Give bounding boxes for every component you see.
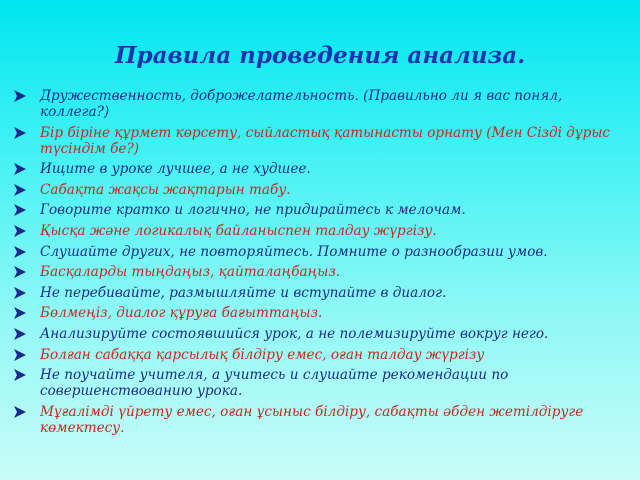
list-item-text: Мұғалімді үйрету емес, оған ұсыныс білдіру, сабақты әбден жетілдіруге көмектесу. xyxy=(40,403,584,436)
list-item xyxy=(14,161,624,177)
list-item-text: Бөлмеңіз, диалог құруға бағыттаңыз. xyxy=(40,305,323,322)
arrow-bullet-icon xyxy=(14,326,40,342)
arrow-bullet-icon xyxy=(14,244,40,260)
list-item xyxy=(14,367,624,399)
arrow-bullet-icon xyxy=(14,88,40,104)
list-item-text: Болған сабаққа қарсылық білдіру емес, оған талдау жүргізу xyxy=(40,346,485,363)
list-item xyxy=(14,223,624,239)
arrow-bullet-icon xyxy=(14,305,40,321)
arrow-bullet-icon xyxy=(14,264,40,280)
list-item-text: Басқаларды тыңдаңыз, қайталаңбаңыз. xyxy=(40,264,341,281)
list-item xyxy=(14,202,624,218)
list-item-text: Слушайте других, не повторяйтесь. Помните о разнообразии умов. xyxy=(40,243,548,260)
arrow-bullet-icon xyxy=(14,202,40,218)
list-item-text: Бір біріне құрмет көрсету, сыйластық қатынасты орнату (Мен Сізді дұрыс түсіндім бе?) xyxy=(40,124,611,157)
list-item-text: Не перебивайте, размышляйте и вступайте в диалог. xyxy=(40,284,447,301)
arrow-bullet-icon xyxy=(14,161,40,177)
list-item-text: Ищите в уроке лучшее, а не худшее. xyxy=(40,161,311,178)
list-item xyxy=(14,305,624,321)
list-item-text: Сабақта жақсы жақтарын табу. xyxy=(40,181,291,198)
list-item-text: Анализируйте состоявшийся урок, а не полемизируйте вокруг него. xyxy=(40,325,549,342)
slide-title: Правила проведения анализа. xyxy=(114,42,526,69)
list-item-text: Говорите кратко и логично, не придирайтесь к мелочам. xyxy=(40,202,466,219)
list-item xyxy=(14,125,624,157)
list-item-text: Не поучайте учителя, а учитесь и слушайте рекомендации по совершенствованию урока. xyxy=(40,367,509,400)
arrow-bullet-icon xyxy=(14,285,40,301)
rules-list xyxy=(14,88,624,440)
list-item xyxy=(14,88,624,120)
list-item xyxy=(14,244,624,260)
list-item xyxy=(14,404,624,436)
arrow-bullet-icon xyxy=(14,347,40,363)
list-item xyxy=(14,182,624,198)
arrow-bullet-icon xyxy=(14,125,40,141)
arrow-bullet-icon xyxy=(14,367,40,383)
list-item xyxy=(14,264,624,280)
list-item xyxy=(14,285,624,301)
arrow-bullet-icon xyxy=(14,182,40,198)
list-item-text: Дружественность, доброжелательность. (Правильно ли я вас понял, коллега?) xyxy=(40,88,563,120)
list-item-text: Қысқа және логикалық байланыспен талдау жүргізу. xyxy=(40,222,437,239)
list-item xyxy=(14,326,624,342)
arrow-bullet-icon xyxy=(14,223,40,239)
list-item xyxy=(14,347,624,363)
arrow-bullet-icon xyxy=(14,404,40,420)
